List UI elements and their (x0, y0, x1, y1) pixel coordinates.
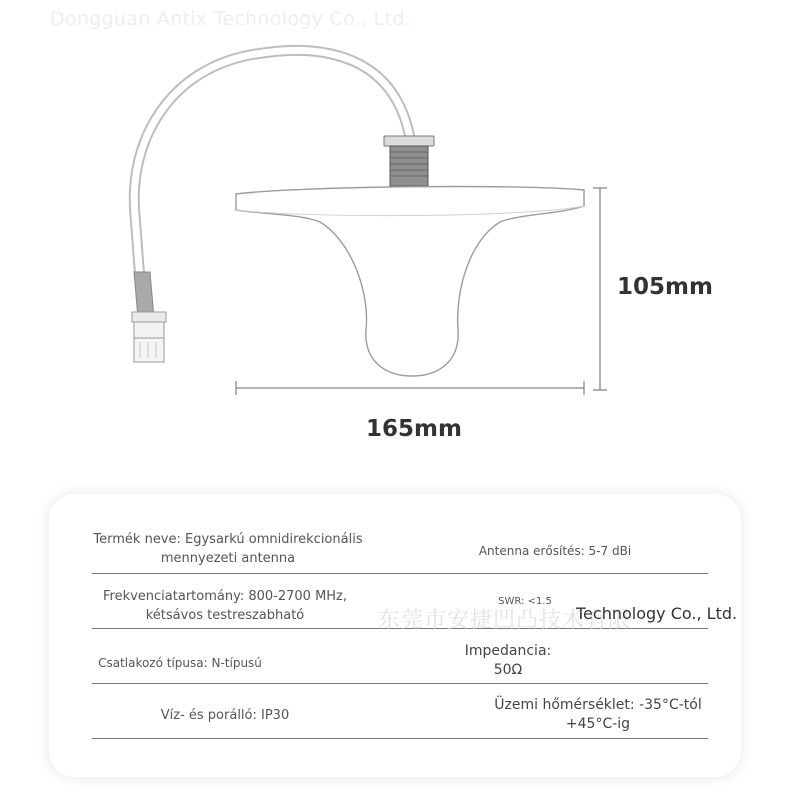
chinese-watermark: 东莞市安捷凹凸技术有限 (378, 608, 632, 633)
spec-gain: Antenna erősítés: 5-7 dBi (478, 544, 632, 558)
spec-impedance: Impedancia: 50Ω (464, 643, 552, 678)
height-dimension-line (593, 188, 607, 390)
antenna-body (236, 187, 584, 376)
threaded-mount (384, 136, 434, 186)
spec-operating-temp: Üzemi hőmérséklet: -35°C-tól +45°C-ig (494, 697, 702, 732)
width-label: 165mm (366, 416, 462, 442)
spec-product-name: Termék neve: Egysarkú omnidirekcionális mennyezeti antenna (93, 532, 363, 566)
spec-connector: Csatlakozó típusa: N-típusú (98, 656, 262, 670)
company-watermark-overlay: Technology Co., Ltd. (576, 604, 738, 623)
height-label: 105mm (617, 274, 713, 300)
spec-ip-rating: Víz- és porálló: IP30 (160, 708, 290, 723)
n-connector (132, 312, 166, 362)
company-watermark: Dongguan Antix Technology Co., Ltd. (50, 8, 412, 30)
width-dimension-line (236, 381, 584, 395)
spec-swr: SWR: <1.5 (498, 596, 552, 607)
spec-frequency: Frekvenciatartomány: 800-2700 MHz, kétsávos testreszabható (102, 589, 348, 623)
